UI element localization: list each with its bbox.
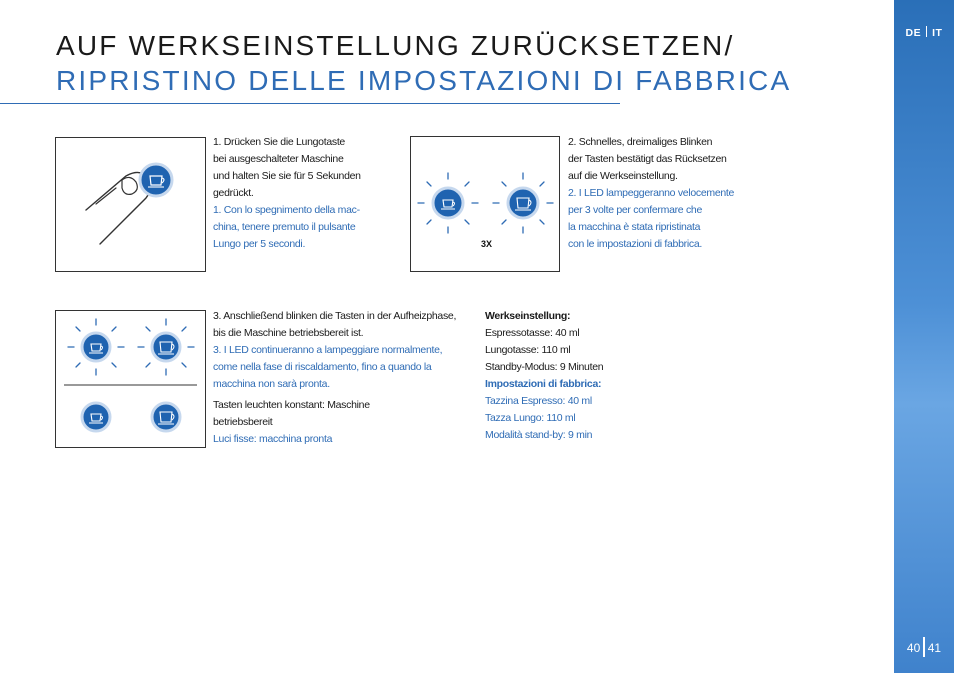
step2-it-line: con le impostazioni di fabbrica. [568,238,702,250]
page-right: 41 [927,641,942,655]
factory-de-heading: Werkseinstellung: [485,310,571,322]
factory-it-item: Modalità stand-by: 9 min [485,429,593,441]
title-divider [0,103,620,104]
factory-de-item: Standby-Modus: 9 Minuten [485,361,604,373]
times-label: 3X [481,239,493,249]
lungo-cup-icon [140,164,172,196]
step3-de-line: bis die Maschine betriebsbereit ist. [213,327,364,339]
step3-it-line: macchina non sarà pronta. [213,378,330,390]
language-indicator [894,26,954,39]
step2-it-line: la macchina è stata ripristinata [568,221,701,233]
title-it: RIPRISTINO DELLE IMPOSTAZIONI DI FABBRICA [56,65,792,96]
lang-it: IT [932,27,943,39]
step2-de-line: auf die Werkseinstellung. [568,170,678,182]
lang-de: DE [905,27,922,39]
factory-it-item: Tazzina Espresso: 40 ml [485,395,592,407]
step3-de2-line: betriebsbereit [213,416,273,428]
espresso-cup-icon [82,403,110,431]
step3-de2-line: Tasten leuchten konstant: Maschine [213,399,370,411]
page-sidebar [894,0,954,673]
page-title [56,30,791,97]
step2-de-line: 2. Schnelles, dreimaliges Blinken [568,136,713,148]
step1-text [213,134,398,253]
lungo-cup-icon [152,333,180,361]
page-numbers [894,637,954,657]
step3-text [213,308,463,448]
step2-de-line: der Tasten bestätigt das Rücksetzen [568,153,727,165]
factory-it-item: Tazza Lungo: 110 ml [485,412,576,424]
espresso-cup-icon [82,333,110,361]
step1-it-line: Lungo per 5 secondi. [213,238,306,250]
factory-de-item: Espressotasse: 40 ml [485,327,580,339]
page-left: 40 [906,641,921,655]
title-de: AUF WERKSEINSTELLUNG ZURÜCKSETZEN/ [56,30,735,61]
step1-de-line: bei ausgeschalteter Maschine [213,153,344,165]
lungo-cup-icon [152,403,180,431]
step1-de-line: und halten Sie sie für 5 Sekunden [213,170,361,182]
step1-it-line: 1. Con lo spegnimento della mac- [213,204,360,216]
factory-de-item: Lungotasse: 110 ml [485,344,571,356]
step2-text [568,134,753,253]
step1-de-line: 1. Drücken Sie die Lungotaste [213,136,345,148]
step2-it-line: per 3 volte per confermare che [568,204,702,216]
step3-de-line: 3. Anschließend blinken die Tasten in der Aufheizphase, [213,310,457,322]
step3-it2-line: Luci fisse: macchina pronta [213,433,333,445]
step3-illustration [55,310,206,448]
step3-it-line: come nella fase di riscaldamento, fino a quando la [213,361,432,373]
factory-it-heading: Impostazioni di fabbrica: [485,378,602,390]
step1-it-line: china, tenere premuto il pulsante [213,221,356,233]
step3-it-line: 3. I LED continueranno a lampeggiare normalmente, [213,344,443,356]
step1-de-line: gedrückt. [213,187,254,199]
step1-illustration [55,137,206,272]
step2-illustration [410,136,560,272]
espresso-cup-icon [433,188,463,218]
factory-settings [485,308,685,444]
lungo-cup-icon [508,188,538,218]
step2-it-line: 2. I LED lampeggeranno velocemente [568,187,735,199]
